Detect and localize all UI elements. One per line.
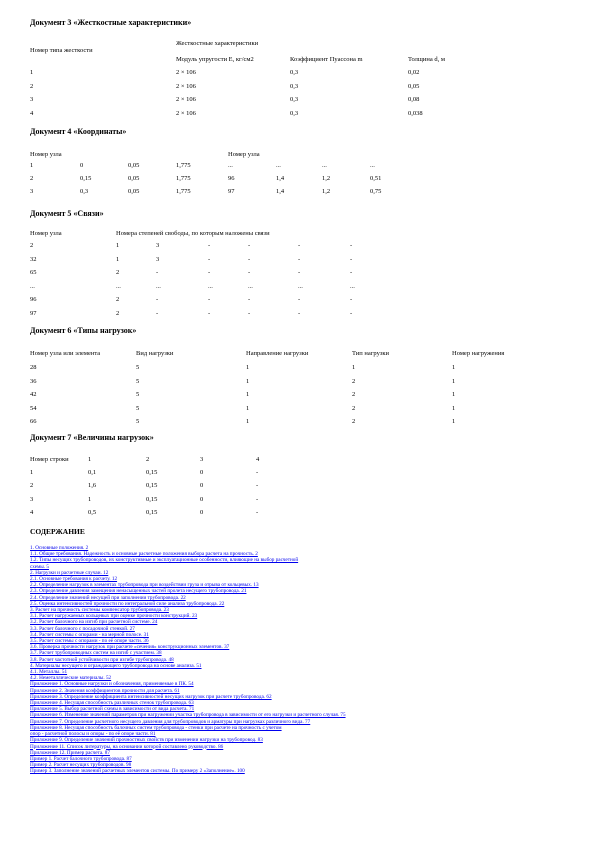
doc5-cell: 3	[156, 242, 160, 249]
doc7-cell: 0,15	[146, 469, 158, 476]
doc6-cell: 1	[246, 391, 250, 398]
doc6-cell: 5	[136, 418, 140, 425]
doc6-title: Документ 6 «Типы нагрузок»	[30, 326, 137, 335]
doc5-cell: ...	[298, 282, 303, 290]
doc3-cell: 2 × 106	[176, 96, 196, 103]
doc7-cell: 0,1	[88, 469, 97, 476]
doc7-cell: -	[256, 469, 259, 476]
doc5-cell: -	[350, 269, 353, 277]
doc5-cell: ...	[116, 282, 121, 290]
doc7-header-cell: 3	[200, 456, 204, 463]
doc6-cell: 1	[452, 391, 456, 398]
toc-title: СОДЕРЖАНИЕ	[30, 527, 85, 536]
toc-link[interactable]: 2. Нагрузки и расчетные случаи. 12	[30, 569, 109, 576]
doc5-cell: -	[350, 310, 353, 317]
doc5-cell: -	[208, 242, 211, 249]
toc-link[interactable]: Приложение 3. Определение коэффициента интенсивностей несущих нагрузок при расчете трубопровода. 62	[30, 693, 272, 700]
doc5-cell: -	[248, 269, 251, 277]
doc5-cell: 96	[30, 296, 37, 304]
doc3-cell: 2 × 106	[176, 109, 196, 117]
doc7-header-cell: 1	[88, 456, 92, 463]
doc4-cell: 1,2	[322, 188, 331, 195]
doc5-cell: -	[208, 269, 211, 277]
doc5-cell: -	[350, 296, 353, 304]
doc6-cell: 1	[246, 418, 250, 425]
doc5-cell: -	[156, 269, 159, 277]
doc5-cell: 2	[30, 242, 34, 249]
doc5-cell: 2	[116, 296, 120, 304]
doc7-title: Документ 7 «Величины нагрузок»	[30, 433, 154, 442]
doc4-cell: 1	[30, 162, 34, 169]
doc5-cell: ...	[350, 282, 355, 290]
toc-link[interactable]: Приложение 7. Определение расчетного несущего давления для трубопроводов и арматуры при нагрузках различного вида. 77	[30, 718, 311, 725]
doc5-cell: -	[298, 269, 301, 277]
doc6-cell: 42	[30, 391, 37, 398]
doc4-cell: 2	[30, 175, 34, 182]
doc4-cell: ...	[276, 162, 281, 169]
doc5-cell: ...	[248, 282, 253, 290]
doc5-cell: -	[156, 296, 159, 304]
doc5-cell: -	[298, 310, 301, 317]
doc7-cell: -	[256, 482, 259, 490]
doc5-cell: -	[248, 310, 251, 317]
doc3-cell: 2	[30, 82, 34, 90]
doc5-cell: -	[350, 255, 353, 263]
doc7-cell: 0,5	[88, 508, 97, 516]
doc5-cell: 1	[116, 255, 120, 263]
doc4-cell: 1,4	[276, 188, 285, 195]
toc-link[interactable]: Приложение 8. Несущая способность балочных систем трубопровода - стенки при расчете на прочность с учетом	[30, 724, 282, 731]
doc5-cell: 2	[116, 269, 120, 277]
doc6-cell: 5	[136, 377, 140, 385]
toc-link[interactable]: 3.1. Расчет нагружаемых кольцевых при оценке прочности конструкций. 23	[30, 613, 198, 620]
doc6-cell: 5	[136, 364, 140, 371]
doc6-header-cell: Тип нагрузки	[352, 350, 390, 357]
toc-link[interactable]: 2.3. Определение давления замещения ненасыщенных частей пролета несущего трубопровода. 21	[30, 588, 247, 595]
toc-link[interactable]: Приложение 2. Значения коэффициентов прочности для расчета. 61	[30, 687, 180, 694]
doc6-header-cell: Номер узла или элемента	[30, 350, 101, 357]
toc-link[interactable]: 2.5. Оценка интенсивностей прочности по интегральной силе анализа трубопровода. 22	[30, 600, 225, 607]
doc6-cell: 1	[246, 377, 250, 385]
doc7-cell: 1,6	[88, 482, 97, 490]
doc4-cell: 0,15	[80, 175, 92, 182]
toc-link[interactable]: Приложение 1. Основные нагрузки и обозначения, применяемые в ПК. 54	[30, 681, 194, 688]
doc6-cell: 1	[452, 364, 456, 371]
doc3-header-modulus: Модуль упругости E, кг/см2	[176, 56, 254, 63]
doc4-cell: 97	[228, 188, 235, 195]
toc-link[interactable]: 3.6. Проверка прочности нагрузок при расчете «сечения» конструкционных элементов. 37	[30, 644, 230, 651]
doc5-cell: -	[208, 255, 211, 263]
doc3-cell: 0,038	[408, 109, 423, 117]
doc7-cell: 4	[30, 508, 34, 516]
toc-link[interactable]: 2.2. Определение нагрузок в элементах трубопровода при воздействии груза и отрыва от кольцевых. 13	[30, 582, 259, 589]
doc4-cell: 0,05	[128, 188, 140, 195]
doc4-cell: 0,75	[370, 188, 382, 195]
doc4-title: Документ 4 «Координаты»	[30, 127, 127, 136]
doc3-title: Документ 3 «Жесткостные характеристики»	[30, 18, 192, 27]
doc5-cell: -	[248, 242, 251, 249]
toc-link[interactable]: 2.4. Определение значений несущей при заполнении трубопровода. 22	[30, 594, 186, 601]
doc6-header-cell: Вид нагрузки	[136, 350, 174, 357]
doc4-cell: 1,775	[176, 175, 191, 182]
doc3-cell: 0,3	[290, 82, 299, 90]
doc4-cell: 0,05	[128, 175, 140, 182]
doc3-cell: 0,3	[290, 96, 299, 103]
doc3-header-poisson: Коэффициент Пуассона m	[290, 56, 363, 63]
toc-link[interactable]: 2.1. Основные требования к расчету. 12	[30, 576, 118, 583]
doc7-cell: 3	[30, 495, 34, 503]
doc6-cell: 1	[452, 377, 456, 385]
toc-link[interactable]: Приложение 11. Список литературы, на основании которой составлено руководство. 86	[30, 743, 224, 750]
doc6-cell: 54	[30, 404, 37, 412]
doc3-cell: 0,05	[408, 82, 420, 90]
doc7-cell: 0	[200, 508, 204, 516]
doc5-cell: -	[208, 310, 211, 317]
doc3-header-thickness: Толщина d, м	[408, 56, 445, 63]
doc6-cell: 1	[452, 418, 456, 425]
doc4-header-left: Номер узла	[30, 151, 62, 158]
doc6-cell: 28	[30, 364, 37, 371]
doc3-header-type: Номер типа жесткости	[30, 47, 93, 54]
doc6-cell: 1	[452, 404, 456, 412]
doc5-cell: -	[156, 310, 159, 317]
doc5-cell: -	[248, 296, 251, 304]
toc-link[interactable]: 3.2. Расчет балочного на изгиб при расчетной системе. 24	[30, 619, 158, 626]
doc6-cell: 36	[30, 377, 37, 385]
doc4-cell: 1,2	[322, 175, 331, 182]
doc5-header-dof: Номера степеней свободы, по которым наложены связи	[116, 230, 270, 237]
toc-link[interactable]: 4.1. Металлы. 51	[30, 669, 68, 676]
toc-link[interactable]: 4. Материалы несущего и ограждающего трубопровода на основе анализа. 51	[30, 662, 202, 669]
doc6-cell: 1	[246, 404, 250, 412]
doc4-header-right: Номер узла	[228, 151, 260, 158]
doc4-cell: ...	[322, 162, 327, 169]
toc-link[interactable]: Пример 1. Расчет балочного трубопровода. 87	[30, 755, 132, 762]
doc3-cell: 4	[30, 109, 34, 117]
doc3-cell: 0,3	[290, 69, 299, 76]
doc5-cell: -	[298, 255, 301, 263]
toc-link[interactable]: 4.2. Неметаллические материалы. 52	[30, 675, 112, 682]
doc4-cell: ...	[228, 162, 233, 169]
doc5-cell: 65	[30, 269, 37, 277]
doc6-cell: 66	[30, 418, 37, 425]
doc5-cell: ...	[208, 282, 213, 290]
doc5-cell: -	[298, 296, 301, 304]
doc3-header-group: Жесткостные характеристики	[176, 40, 259, 47]
doc5-cell: ...	[156, 282, 161, 290]
doc3-cell: 2 × 106	[176, 69, 196, 76]
doc5-cell: -	[350, 242, 353, 249]
toc-link[interactable]: Приложение 6. Изменение значений параметров при нагружении участка трубопровода в зависимости от его нагрузки и расчетного случая. 75	[30, 712, 346, 719]
toc-link[interactable]: 1.2. Типы несущих трубопроводов, их конструктивные и эксплуатационные особенности, влияющие на выбор расчетной	[30, 557, 299, 564]
toc-link[interactable]: Приложение 4. Несущая способность различных стенок трубопровода. 63	[30, 700, 194, 707]
doc6-cell: 2	[352, 391, 356, 398]
doc7-cell: 2	[30, 482, 34, 490]
doc7-cell: 0,15	[146, 482, 158, 490]
doc7-cell: 0	[200, 469, 204, 476]
doc4-cell: 3	[30, 188, 34, 195]
doc6-cell: 2	[352, 418, 356, 425]
doc4-cell: 1,4	[276, 175, 285, 182]
doc5-title: Документ 5 «Связи»	[30, 209, 104, 218]
doc7-header-cell: Номер строки	[30, 456, 69, 463]
toc-link[interactable]: 3. Расчет на прочность системы компенсатор трубопровода. 23	[30, 607, 169, 614]
toc-link[interactable]: 1.1. Общие требования. Надежность и основные расчетные положения выбора расчета на прочность. 2	[30, 551, 258, 558]
doc3-cell: 0,02	[408, 69, 420, 76]
doc7-cell: 0,15	[146, 508, 158, 516]
doc7-header-cell: 2	[146, 456, 150, 463]
toc-list	[30, 545, 575, 775]
doc3-cell: 0,3	[290, 109, 299, 117]
doc6-cell: 2	[352, 404, 356, 412]
doc5-cell: 97	[30, 310, 37, 317]
doc5-cell: ...	[30, 282, 35, 290]
toc-link[interactable]: схемы. 5	[30, 563, 49, 570]
doc7-cell: 1	[30, 469, 34, 476]
doc3-cell: 1	[30, 69, 34, 76]
toc-link[interactable]: Приложение 5. Выбор расчетной схемы в зависимости от вида расчета. 71	[30, 706, 195, 713]
doc4-cell: 96	[228, 175, 235, 182]
doc7-cell: -	[256, 508, 259, 516]
doc5-cell: 2	[116, 310, 120, 317]
doc7-header-cell: 4	[256, 456, 260, 463]
doc3-cell: 0,08	[408, 96, 420, 103]
doc4-cell: 1,775	[176, 188, 191, 195]
doc6-cell: 5	[136, 391, 140, 398]
doc4-cell: ...	[370, 162, 375, 169]
doc7-cell: 0	[200, 482, 204, 490]
doc6-cell: 1	[246, 364, 250, 371]
doc5-cell: -	[208, 296, 211, 304]
toc-link[interactable]: 3.5. Расчет системы с опорами - по её опоре части. 36	[30, 638, 149, 645]
toc-link[interactable]: 1. Основные положения. 2	[30, 545, 89, 551]
doc4-cell: 0,51	[370, 175, 382, 182]
toc-link[interactable]: Пример 2. Расчет несущих трубопроводов. 98	[30, 762, 132, 769]
doc5-cell: 32	[30, 255, 37, 263]
doc3-cell: 2 × 106	[176, 82, 196, 90]
toc-link[interactable]: 3.3. Расчет балочного с посадочной стенкой. 27	[30, 625, 135, 632]
doc3-cell: 3	[30, 96, 34, 103]
doc7-cell: 0	[200, 495, 204, 503]
doc5-header-node: Номер узла	[30, 230, 62, 237]
doc5-cell: -	[248, 255, 251, 263]
doc5-cell: 1	[116, 242, 120, 249]
doc4-cell: 0,3	[80, 188, 89, 195]
doc6-cell: 5	[136, 404, 140, 412]
toc-link[interactable]: 3.7. Расчет трубопроводных систем на изгиб с участием. 38	[30, 650, 162, 657]
doc6-header-cell: Номер нагружения	[452, 350, 505, 357]
toc-link[interactable]: Пример 3. Заполнение значений расчетных элементов системы. По примеру 2 «Заполнение». 100	[30, 768, 245, 775]
doc6-cell: 2	[352, 377, 356, 385]
doc7-cell: 0,15	[146, 495, 158, 503]
toc-link[interactable]: 3.4. Расчет системы с опорами - на мерной полосе. 31	[30, 631, 149, 638]
doc7-cell: 1	[88, 495, 92, 503]
doc4-cell: 0,05	[128, 162, 140, 169]
doc4-cell: 1,775	[176, 162, 191, 169]
toc-link[interactable]: 3.8. Расчет частотной устойчивости при изгибе трубопровода. 48	[30, 656, 174, 663]
toc-link[interactable]: опор - расчетной полосы и опоры - по её опоре части. 81	[30, 731, 156, 738]
toc-link[interactable]: Приложение 9. Определение значений прочностных свойств при изменении нагрузки на трубопровод. 83	[30, 737, 263, 744]
doc5-cell: -	[298, 242, 301, 249]
toc-link[interactable]: Приложение 12. Пример расчета. 87	[30, 749, 110, 756]
doc6-header-cell: Направление нагрузки	[246, 350, 309, 357]
doc5-cell: 3	[156, 255, 160, 263]
doc7-cell: -	[256, 495, 259, 503]
doc4-cell: 0	[80, 162, 84, 169]
doc6-cell: 1	[352, 364, 356, 371]
